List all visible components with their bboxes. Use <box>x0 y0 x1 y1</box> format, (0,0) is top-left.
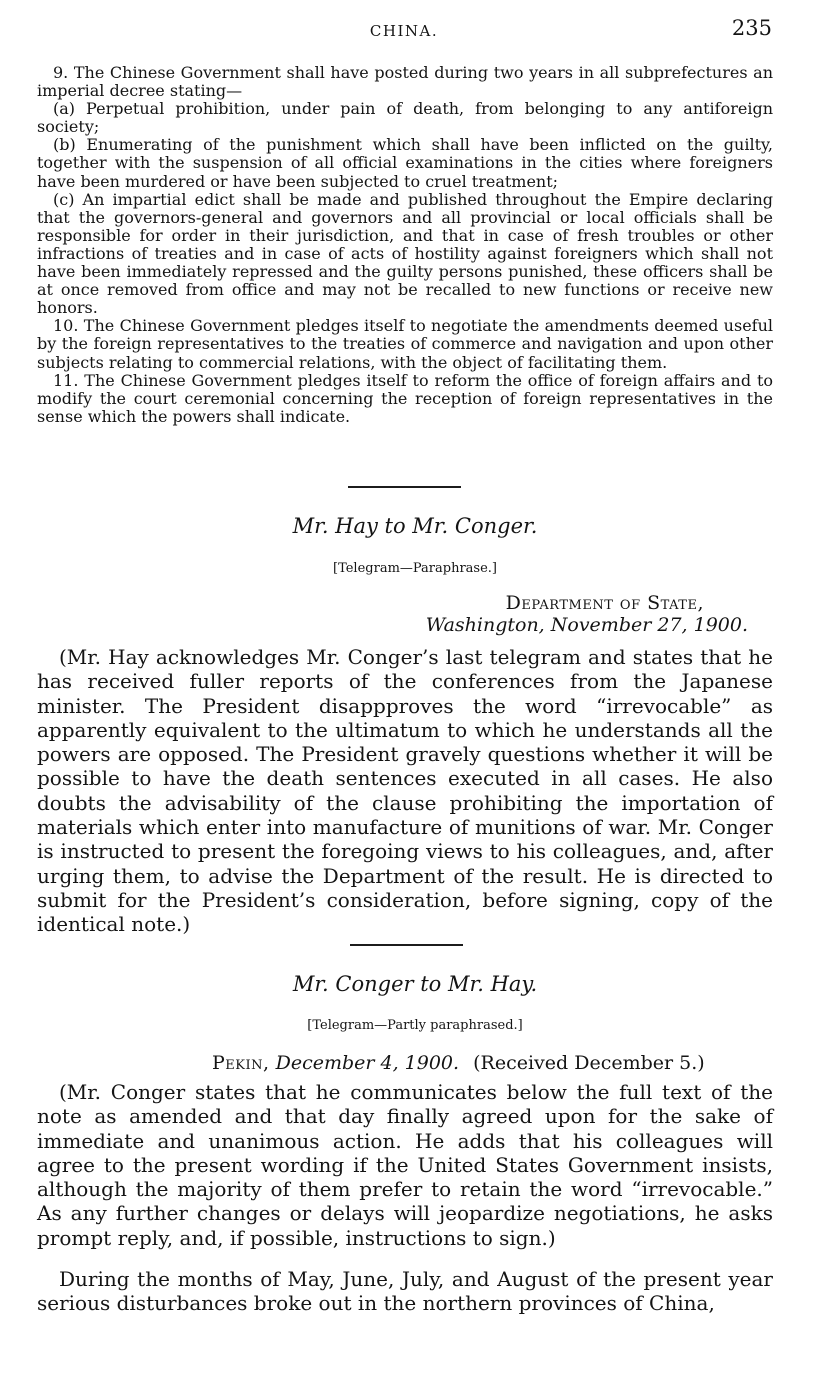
letter-body <box>37 645 773 937</box>
running-title: CHINA. <box>369 22 439 40</box>
section-divider <box>350 944 463 946</box>
treaty-clauses <box>37 64 773 426</box>
dateline-date: Washington, November 27, 1900. <box>425 614 748 636</box>
clause-9b: (b) Enumerating of the punishment which shall have been inflicted on the guilty, together with the suspension of all official examinations in the cities where foreigners have been murdered or have been subjected to cruel treatment; <box>37 135 773 191</box>
dateline <box>212 1052 705 1074</box>
running-head <box>36 18 772 42</box>
note-paragraph: During the months of May, June, July, and August of the present year serious disturbances broke out in the northern provinces of China, <box>37 1267 773 1316</box>
telegram-note: [Telegram—Partly paraphrased.] <box>307 1018 523 1033</box>
letter-heading: Mr. Hay to Mr. Conger. <box>292 514 538 538</box>
dateline-place: Pekin, <box>212 1052 270 1074</box>
clause-9a: (a) Perpetual prohibition, under pain of death, from belonging to any antiforeign society; <box>37 99 773 137</box>
note-text <box>37 1267 773 1316</box>
letter-heading: Mr. Conger to Mr. Hay. <box>292 972 538 996</box>
dateline-place: Department of State, <box>505 592 704 614</box>
received-note: (Received December 5.) <box>473 1052 705 1074</box>
page-number: 235 <box>731 16 772 40</box>
clause-9c: (c) An impartial edict shall be made and published throughout the Empire declaring that the governors-general and governors and all provincial or local officials shall be responsible for order in their jurisdiction, and that in case of fresh troubles or other infractions of treaties and in case of acts of hostility against foreigners which shall not have been immediately repressed and the guilty persons punished, these officers shall be at once removed from office and may not be recalled to new functions or receive new honors. <box>37 189 773 318</box>
letter-paragraph: (Mr. Conger states that he communicates below the full text of the note as amended and that day finally agreed upon for the sake of immediate and unanimous action. He adds that his colleagues will agree to the present wording if the United States Government insists, although the majority of them prefer to retain the word “irrevocable.” As any further changes or delays will jeopardize negotiations, he asks prompt reply, and, if possible, instructions to sign.) <box>37 1080 773 1250</box>
section-divider <box>348 486 461 488</box>
telegram-note: [Telegram—Paraphrase.] <box>333 561 497 576</box>
clause-10: 10. The Chinese Government pledges itself to negotiate the amendments deemed useful by the foreign representatives to the treaties of commerce and navigation and upon other subjects relating to commercial relations, with the object of facilitating them. <box>37 316 773 372</box>
clause-9: 9. The Chinese Government shall have posted during two years in all subprefectures an imperial decree stating— <box>37 63 773 101</box>
letter-body <box>37 1080 773 1250</box>
dateline-date: December 4, 1900. <box>275 1052 460 1074</box>
letter-paragraph: (Mr. Hay acknowledges Mr. Conger’s last telegram and states that he has received fuller reports of the conferences from the Japanese minister. The President disappproves the word “irrevocable” as apparently equivalent to the ultimatum to which he understands all the powers are opposed. The President gravely questions whether it will be possible to have the death sentences executed in all cases. He also doubts the advisability of the clause prohibiting the importation of materials which enter into manufacture of munitions of war. Mr. Conger is instructed to present the foregoing views to his colleagues, and, after urging them, to advise the Department of the result. He is directed to submit for the President’s consideration, before signing, copy of the identical note.) <box>37 645 773 937</box>
clause-11: 11. The Chinese Government pledges itself to reform the office of foreign affairs and to modify the court ceremonial concerning the reception of foreign representatives in the sense which the powers shall indicate. <box>37 370 773 426</box>
